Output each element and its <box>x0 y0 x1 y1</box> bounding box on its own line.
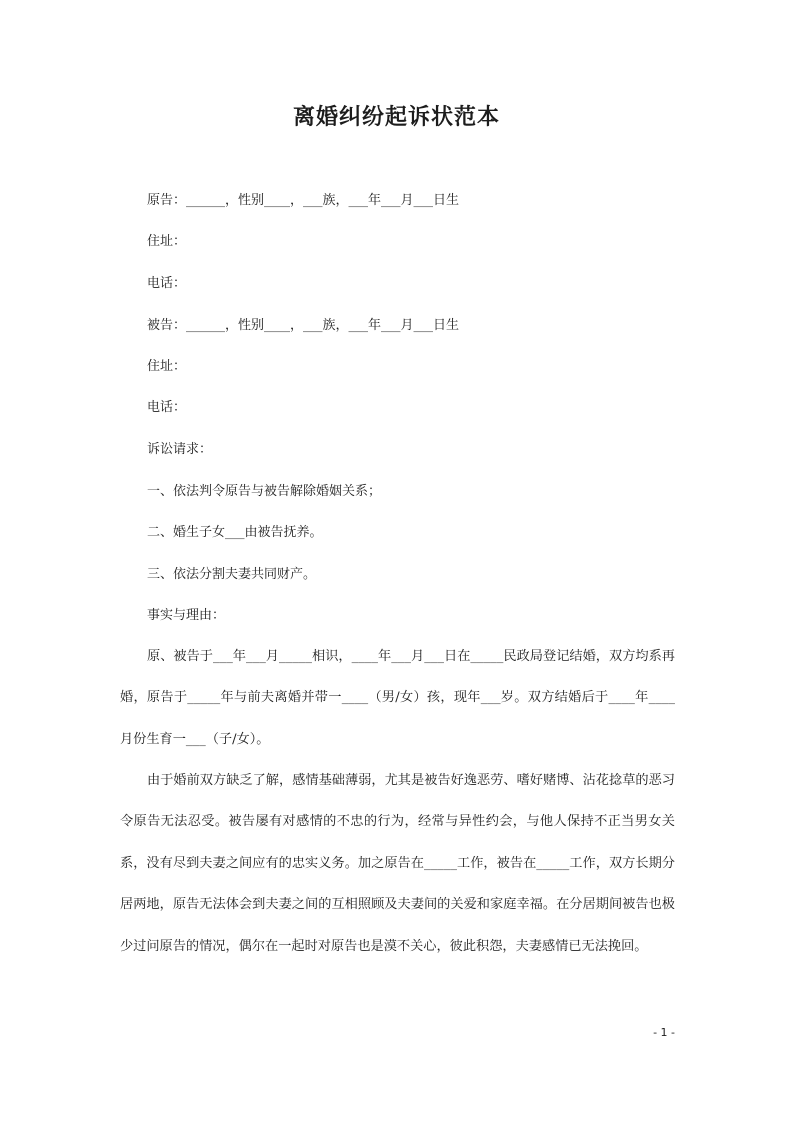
claim-1: 一、依法判令原告与被告解除婚姻关系； <box>147 484 382 499</box>
page-number: - 1 - <box>653 1026 675 1039</box>
plaintiff-address: 住址： <box>147 234 187 249</box>
claim-2: 二、婚生子女___由被告抚养。 <box>147 525 323 540</box>
document-title: 离婚纠纷起诉状范本 <box>292 104 500 130</box>
facts-heading: 事实与理由： <box>147 608 226 623</box>
defendant-line: 被告：______，性别____，___族，___年___月___日生 <box>147 318 460 333</box>
claims-heading: 诉讼请求： <box>147 442 213 457</box>
facts-paragraph-1: 原、被告于___年___月_____相识，____年___月___日在_____民政局登记结婚，双方均系再婚，原告于_____年与前夫离婚并带一____（男/女）孩，现年___岁。双方结婚后于____年____月份生育一___（子/女）。 <box>120 649 675 747</box>
plaintiff-line: 原告：______，性别____，___族，___年___月___日生 <box>147 193 460 208</box>
claim-3: 三、依法分割夫妻共同财产。 <box>147 567 317 582</box>
defendant-phone: 电话： <box>147 400 187 415</box>
defendant-address: 住址： <box>147 359 187 374</box>
plaintiff-phone: 电话： <box>147 276 187 291</box>
facts-paragraph-2: 由于婚前双方缺乏了解，感情基础薄弱，尤其是被告好逸恶劳、嗜好赌博、沾花捻草的恶习令原告无法忍受。被告屡有对感情的不忠的行为，经常与异性约会，与他人保持不正当男女关系，没有尽到夫妻之间应有的忠实义务。加之原告在_____工作，被告在_____工作，双方长期分居两地，原告无法体会到夫妻之间的互相照顾及夫妻间的关爱和家庭幸福。在分居期间被告也极少过问原告的情况，偶尔在一起时对原告也是漠不关心，彼此积怨，夫妻感情已无法挽回。 <box>120 773 675 954</box>
